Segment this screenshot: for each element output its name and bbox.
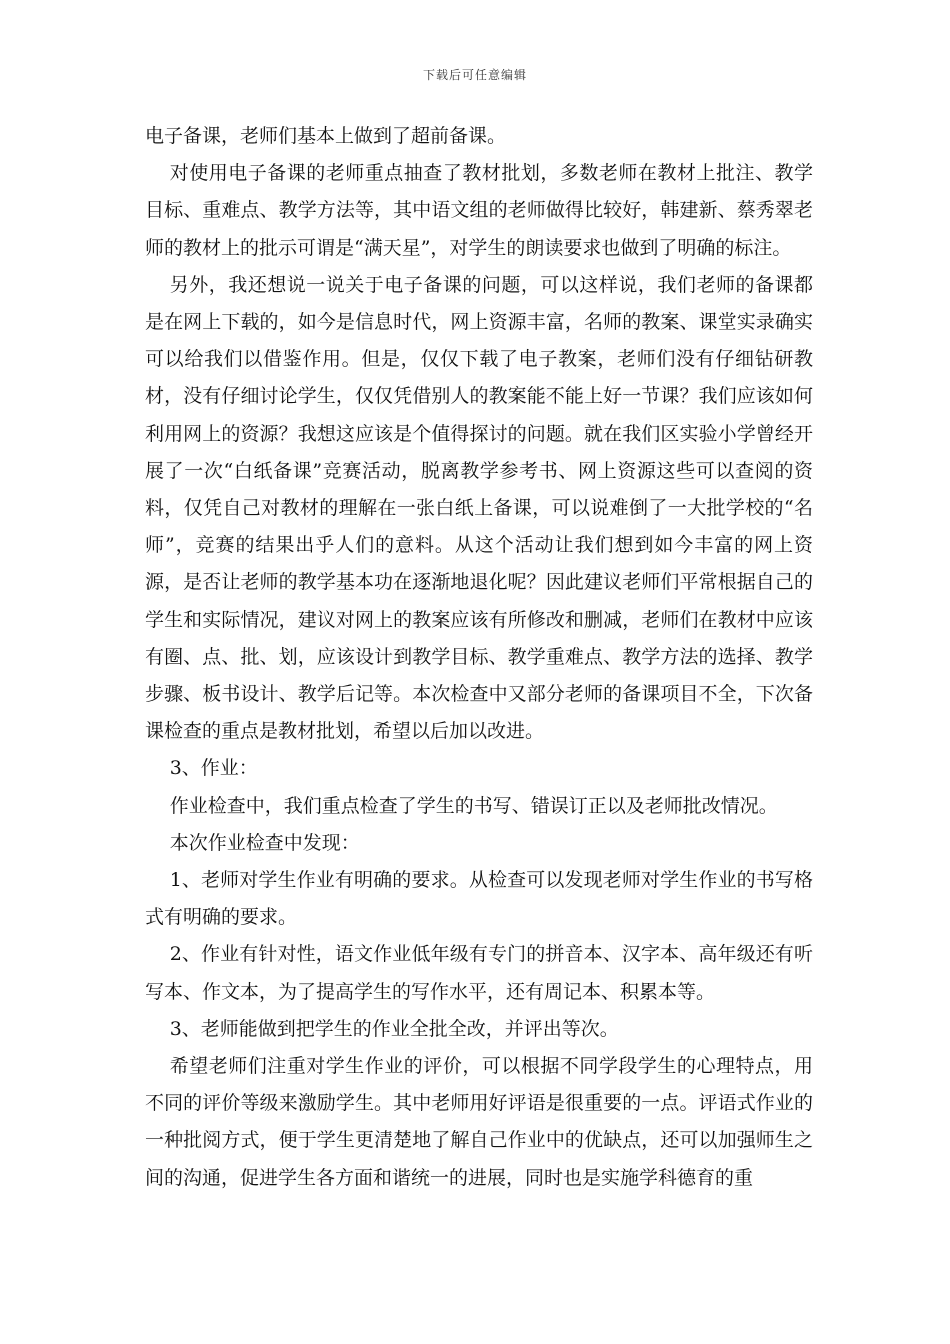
list-item: 1、老师对学生作业有明确的要求。从检查可以发现老师对学生作业的书写格式有明确的要求。: [145, 869, 813, 929]
document-body: [145, 118, 813, 1197]
paragraph: 电子备课，老师们基本上做到了超前备课。: [145, 125, 507, 147]
paragraph: 希望老师们注重对学生作业的评价，可以根据不同学段学生的心理特点，用不同的评价等级来激励学生。其中老师用好评语是很重要的一点。评语式作业的一种批阅方式，便于学生更清楚地了解自己作业中的优缺点，还可以加强师生之间的沟通，促进学生各方面和谐统一的进展，同时也是实施学科德育的重: [145, 1055, 813, 1189]
section-heading: 3、作业：: [169, 757, 258, 780]
list-item: 2、作业有针对性，语文作业低年级有专门的拼音本、汉字本、高年级还有听写本、作文本，为了提高学生的写作水平，还有周记本、积累本等。: [145, 943, 813, 1003]
page-header: 下载后可任意编辑: [422, 68, 527, 82]
paragraph: 本次作业检查中发现：: [169, 831, 360, 854]
list-item: 3、老师能做到把学生的作业全批全改，并评出等次。: [169, 1017, 619, 1040]
paragraph: 作业检查中，我们重点检查了学生的书写、错误订正以及老师批改情况。: [169, 794, 778, 817]
paragraph: 另外，我还想说一说关于电子备课的问题，可以这样说，我们老师的备课都是在网上下载的，如今是信息时代，网上资源丰富，名师的教案、课堂实录确实可以给我们以借鉴作用。但是，仅仅下载了电子教案，老师们没有仔细钻研教材，没有仔细讨论学生，仅仅凭借别人的教案能不能上好一节课？我们应该如何利用网上的资源？我想这应该是个值得探讨的问题。就在我们区实验小学曾经开展了一次“白纸备课”竞赛活动，脱离教学参考书、网上资源这些可以查阅的资料，仅凭自己对教材的理解在一张白纸上备课，可以说难倒了一大批学校的“名师”，竞赛的结果出乎人们的意料。从这个活动让我们想到如今丰富的网上资源，是否让老师的教学基本功在逐渐地退化呢？因此建议老师们平常根据自己的学生和实际情况，建议对网上的教案应该有所修改和删减，老师们在教材中应该有圈、点、批、划，应该设计到教学目标、教学重难点、教学方法的选择、教学步骤、板书设计、教学后记等。本次检查中又部分老师的备课项目不全，下次备课检查的重点是教材批划，希望以后加以改进。: [145, 273, 813, 743]
paragraph: 对使用电子备课的老师重点抽查了教材批划，多数老师在教材上批注、教学目标、重难点、教学方法等，其中语文组的老师做得比较好，韩建新、蔡秀翠老师的教材上的批示可谓是“满天星”，对学生的朗读要求也做到了明确的标注。: [145, 162, 813, 259]
